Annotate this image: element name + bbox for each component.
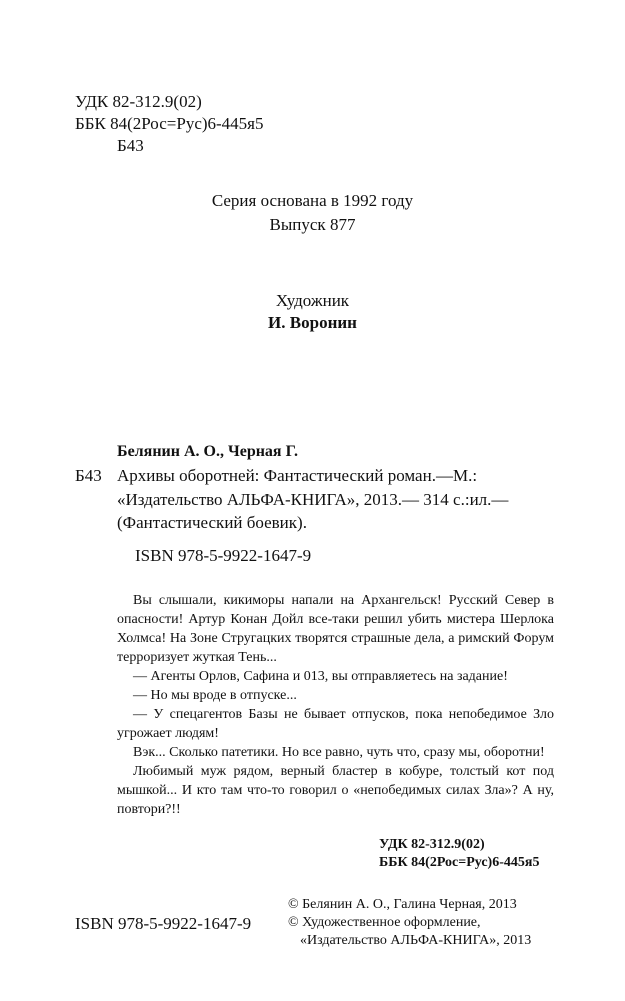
catalog-authors: Белянин А. О., Черная Г.: [117, 443, 298, 460]
catalog-line: (Фантастический боевик).: [117, 513, 307, 532]
annotation-paragraph: Вэк... Сколько патетики. Но все равно, чуть что, сразу мы, оборотни!: [133, 745, 545, 760]
annotation: [117, 591, 554, 819]
footer-isbn: ISBN 978-5-9922-1647-9: [75, 914, 252, 933]
annotation-paragraph: — У спецагентов Базы не бывает отпусков, пока непобедимое Зло угрожает людям!: [117, 707, 554, 741]
copyright-line: © Белянин А. О., Галина Черная, 2013: [288, 897, 517, 912]
footer-bbk: ББК 84(2Рос=Рус)6-445я5: [379, 855, 540, 870]
series-founded: Серия основана в 1992 году: [211, 191, 414, 210]
copyright-block: [288, 896, 531, 950]
header-author-code: Б43: [117, 136, 144, 155]
header-udk: УДК 82-312.9(02): [75, 92, 202, 111]
artist-name: И. Воронин: [268, 313, 357, 332]
footer-udk: УДК 82-312.9(02): [379, 837, 485, 852]
annotation-paragraph: Вы слышали, кикиморы напали на Архангельск! Русский Север в опасности! Артур Конан Дойл все-таки решил убить мистера Шерлока Холмса! На Зоне Стругацких творятся страшные дела, а римский Форум терроризует жуткая Тень...: [117, 593, 554, 665]
catalog-isbn: ISBN 978-5-9922-1647-9: [135, 546, 312, 565]
header-bbk: ББК 84(2Рос=Рус)6-445я5: [75, 114, 264, 133]
annotation-paragraph: Любимый муж рядом, верный бластер в кобуре, толстый кот под мышкой... И кто там что-то говорил о «непобедимых силах Зла»? А ну, повтори?!!: [117, 764, 554, 817]
catalog-line: Архивы оборотней: Фантастический роман.—М.:: [117, 466, 478, 485]
series-issue: Выпуск 877: [269, 215, 356, 234]
copyright-line: «Издательство АЛЬФА-КНИГА», 2013: [300, 933, 532, 948]
catalog-line: «Издательство АЛЬФА-КНИГА», 2013.— 314 с.:ил.—: [117, 490, 509, 509]
artist-label: Художник: [275, 291, 350, 310]
copyright-line: © Художественное оформление,: [288, 915, 481, 930]
catalog-code: Б43: [75, 466, 102, 485]
annotation-paragraph: — Но мы вроде в отпуске...: [133, 688, 297, 703]
annotation-paragraph: — Агенты Орлов, Сафина и 013, вы отправляетесь на задание!: [133, 669, 508, 684]
